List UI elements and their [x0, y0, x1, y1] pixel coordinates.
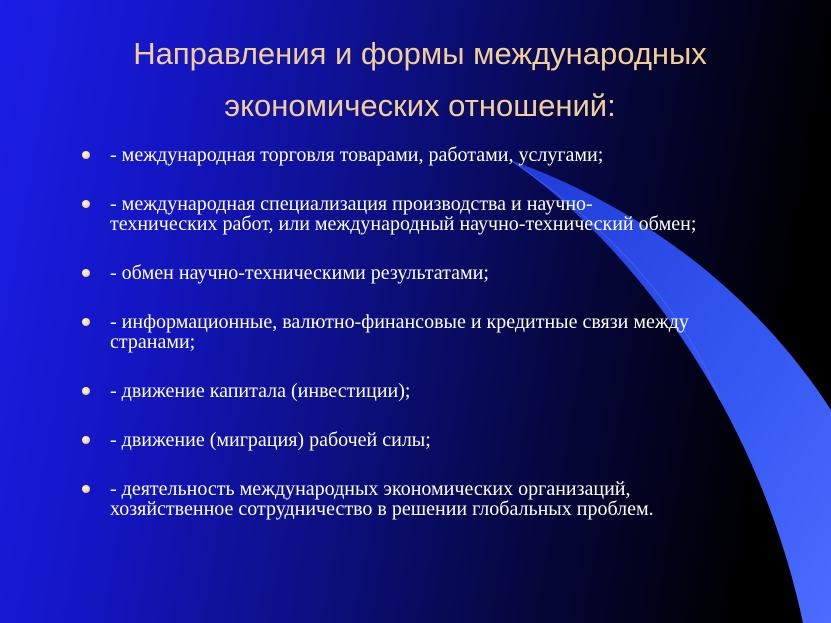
title-line-1: Направления и формы международных — [133, 36, 707, 71]
slide-title — [40, 28, 800, 132]
bullet-dot-icon — [82, 151, 90, 159]
bullet-text: - международная торговля товарами, работами, услугами; — [110, 144, 604, 166]
bullet-item — [80, 145, 760, 165]
bullet-dot-icon — [82, 436, 90, 444]
bullet-text: - обмен научно-техническими результатами; — [110, 262, 489, 284]
bullet-item — [80, 381, 760, 401]
bullet-item — [80, 430, 760, 450]
bullet-text: - движение (миграция) рабочей силы; — [110, 429, 431, 451]
bullet-dot-icon — [82, 387, 90, 395]
bullet-item — [80, 479, 750, 519]
bullet-dot-icon — [82, 269, 90, 277]
bullet-item — [80, 194, 700, 234]
bullet-list — [80, 145, 760, 519]
title-line-2: экономических отношений: — [224, 88, 616, 123]
bullet-item — [80, 312, 730, 352]
bullet-text: - информационные, валютно-финансовые и кредитные связи между странами; — [110, 311, 689, 353]
bullet-text: - международная специализация производства и научно-технических работ, или международный научно-технический обмен; — [110, 193, 697, 235]
bullet-item — [80, 263, 760, 283]
bullet-dot-icon — [82, 485, 90, 493]
bullet-text: - движение капитала (инвестиции); — [110, 380, 411, 402]
bullet-dot-icon — [82, 318, 90, 326]
bullet-dot-icon — [82, 200, 90, 208]
bullet-text: - деятельность международных экономических организаций, хозяйственное сотрудничество в решении глобальных проблем. — [110, 478, 654, 520]
